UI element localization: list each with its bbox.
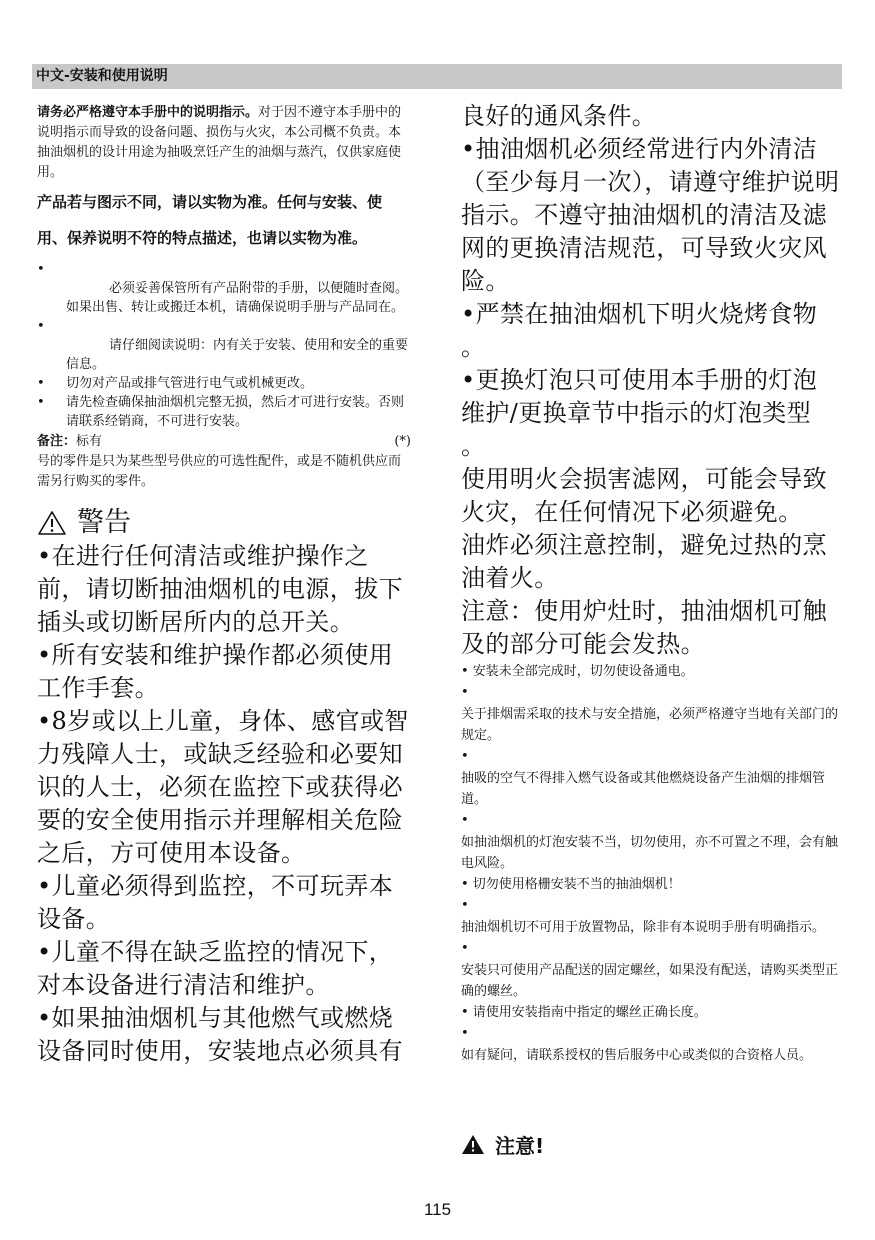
bullet-icon: •	[461, 685, 469, 700]
warning-item: •儿童必须得到监控，不可玩弄本设备。	[37, 872, 394, 933]
warning-title: 警告	[77, 507, 131, 538]
bullet-icon: •	[461, 898, 469, 913]
paragraph: 。	[461, 432, 486, 460]
bullet-icon: •	[37, 376, 45, 391]
warning-triangle-icon	[37, 510, 67, 536]
bullet-icon: •	[461, 941, 469, 956]
warning-heading	[37, 506, 411, 540]
emphasis-paragraph: 产品若与图示不同，请以实物为准。任何与安装、使用、保养说明不符的特点描述，也请以实物为准。	[37, 193, 383, 247]
list-item: • 请先检查确保抽油烟机完整无损，然后才可进行安装。否则请联系经销商，不可进行安装。	[37, 395, 405, 429]
warning-list	[37, 540, 411, 1068]
list-item: 抽油烟机切不可用于放置物品，除非有本说明手册有明确指示。	[461, 920, 826, 935]
note-text1: 标有	[76, 434, 103, 449]
bullet-icon: •	[37, 319, 45, 334]
list-item: • 安装未全部完成时，切勿使设备通电。	[461, 664, 694, 679]
bullet-icon: •	[37, 395, 45, 410]
bullet-icon: •	[461, 749, 469, 764]
list-item	[37, 260, 411, 279]
note-row	[37, 432, 411, 452]
list-item: 必须妥善保管所有产品附带的手册，以便随时查阅。如果出售、转让或搬迁本机，请确保说明手册与产品同在。	[66, 281, 409, 315]
right-column	[461, 100, 841, 1066]
list-item: 请仔细阅读说明：内有关于安装、使用和安全的重要信息。	[66, 338, 409, 372]
bullet-icon: •	[461, 1026, 469, 1041]
list-item: • 切勿对产品或排气管进行电气或机械更改。	[37, 376, 314, 391]
section-header: 中文-安装和使用说明	[32, 64, 842, 89]
list-item: 如有疑问，请联系授权的售后服务中心或类似的合资格人员。	[461, 1048, 813, 1063]
paragraph: 油炸必须注意控制，避免过热的烹油着火。	[461, 531, 827, 592]
list-item: 抽吸的空气不得排入燃气设备或其他燃烧设备产生油烟的排烟管道。	[461, 771, 826, 807]
right-large-list	[461, 100, 841, 661]
warning-item: •8岁或以上儿童，身体、感官或智力残障人士，或缺乏经验和必要知识的人士，必须在监控下或获得必要的安全使用指示并理解相关危险之后，方可使用本设备。	[37, 707, 409, 867]
intro-paragraph	[37, 103, 411, 183]
caution-heading	[461, 1130, 544, 1159]
paragraph: 。	[461, 333, 486, 361]
caution-triangle-icon	[461, 1134, 485, 1155]
list-item: 安装只可使用产品配送的固定螺丝，如果没有配送，请购买类型正确的螺丝。	[461, 963, 839, 999]
caution-title: 注意!	[495, 1134, 545, 1158]
paragraph: •抽油烟机必须经常进行内外清洁（至少每月一次），请遵守维护说明指示。不遵守抽油烟机的清洁及滤网的更换清洁规范，可导致火灾风险。	[461, 135, 840, 295]
list-item	[37, 317, 411, 336]
intro-bold: 请务必严格遵守本手册中的说明指示。	[37, 105, 259, 120]
paragraph: 注意：使用炉灶时，抽油烟机可触及的部分可能会发热。	[461, 597, 827, 658]
note-label: 备注：	[37, 434, 77, 449]
note-text2: 号的零件是只为某些型号供应的可选性配件，或是不随机供应而需另行购买的零件。	[37, 454, 402, 489]
paragraph: 使用明火会损害滤网，可能会导致火灾，在任何情况下必须避免。	[461, 465, 827, 526]
bullet-icon: •	[37, 262, 45, 277]
bullet-list	[37, 260, 411, 431]
warning-item: •如果抽油烟机与其他燃气或燃烧设备同时使用，安装地点必须具有	[37, 1004, 403, 1065]
list-item: • 请使用安装指南中指定的螺丝正确长度。	[461, 1005, 707, 1020]
note-mark: (*)	[394, 434, 411, 449]
paragraph: •严禁在抽油烟机下明火烧烤食物	[461, 300, 818, 328]
warning-item: •所有安装和维护操作都必须使用工作手套。	[37, 641, 394, 702]
bullet-icon: •	[461, 813, 469, 828]
paragraph: •更换灯泡只可使用本手册的灯泡维护/更换章节中指示的灯泡类型	[461, 366, 818, 427]
list-item: • 切勿使用格栅安装不当的抽油烟机！	[461, 877, 681, 892]
list-item: 如抽油烟机的灯泡安装不当，切勿使用，亦不可置之不理，会有触电风险。	[461, 835, 839, 871]
paragraph: 良好的通风条件。	[461, 102, 657, 130]
warning-item: •儿童不得在缺乏监控的情况下，对本设备进行清洁和维护。	[37, 938, 394, 999]
warning-item: •在进行任何清洁或维护操作之前，请切断抽油烟机的电源，拔下插头或切断居所内的总开关。	[37, 542, 403, 636]
page-number: 115	[423, 1200, 452, 1219]
list-item: 关于排烟需采取的技术与安全措施，必须严格遵守当地有关部门的规定。	[461, 707, 839, 743]
right-small-list	[461, 661, 841, 1066]
intro-text: 对于因不遵守本手册中的说明指示而导致的设备问题、损伤与火灾，本公司概不负责。本抽油烟机的设计用途为抽吸烹饪产生的油烟与蒸汽，仅供家庭使用。	[37, 105, 402, 180]
left-column	[37, 103, 411, 1068]
